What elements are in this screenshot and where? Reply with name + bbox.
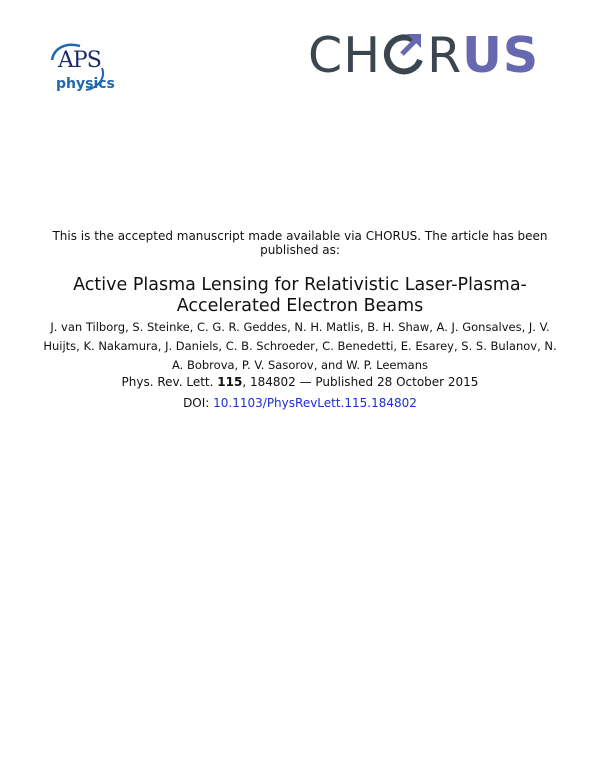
journal-name: Phys. Rev. Lett. [121, 375, 214, 389]
aps-logo-physics: physics [56, 76, 115, 92]
doi-line [40, 395, 560, 411]
journal-volume: 115 [217, 375, 243, 389]
chorus-logo-right: US [462, 27, 540, 84]
chorus-notice: This is the accepted manuscript made available via CHORUS. The article has been published as: [52, 229, 548, 257]
doi-label: DOI: [183, 396, 214, 410]
chorus-logo-r: R [427, 27, 463, 84]
article-authors: J. van Tilborg, S. Steinke, C. G. R. Geddes, N. H. Matlis, B. H. Shaw, A. J. Gonsalves, J. V. Huijts, K. Nakamura, J. Daniels, C. B. Schroeder, C. Benedetti, E. Esarey, S. S. Bulanov, N. A. Bobrova, P. V. Sasorov, and W. P. Leemans [43, 320, 557, 372]
chorus-logo-left: CH [308, 27, 382, 84]
doi-link[interactable]: 10.1103/PhysRevLett.115.184802 [213, 396, 417, 410]
article-title: Active Plasma Lensing for Relativistic Laser-Plasma-Accelerated Electron Beams [73, 275, 527, 316]
journal-article-number: , 184802 — Published 28 October 2015 [242, 375, 479, 389]
aps-logo-text: APS [58, 48, 101, 73]
chorus-o-arrow-icon [383, 30, 425, 78]
journal-citation [40, 374, 560, 390]
aps-physics-logo [46, 38, 126, 100]
chorus-logo [308, 28, 539, 84]
